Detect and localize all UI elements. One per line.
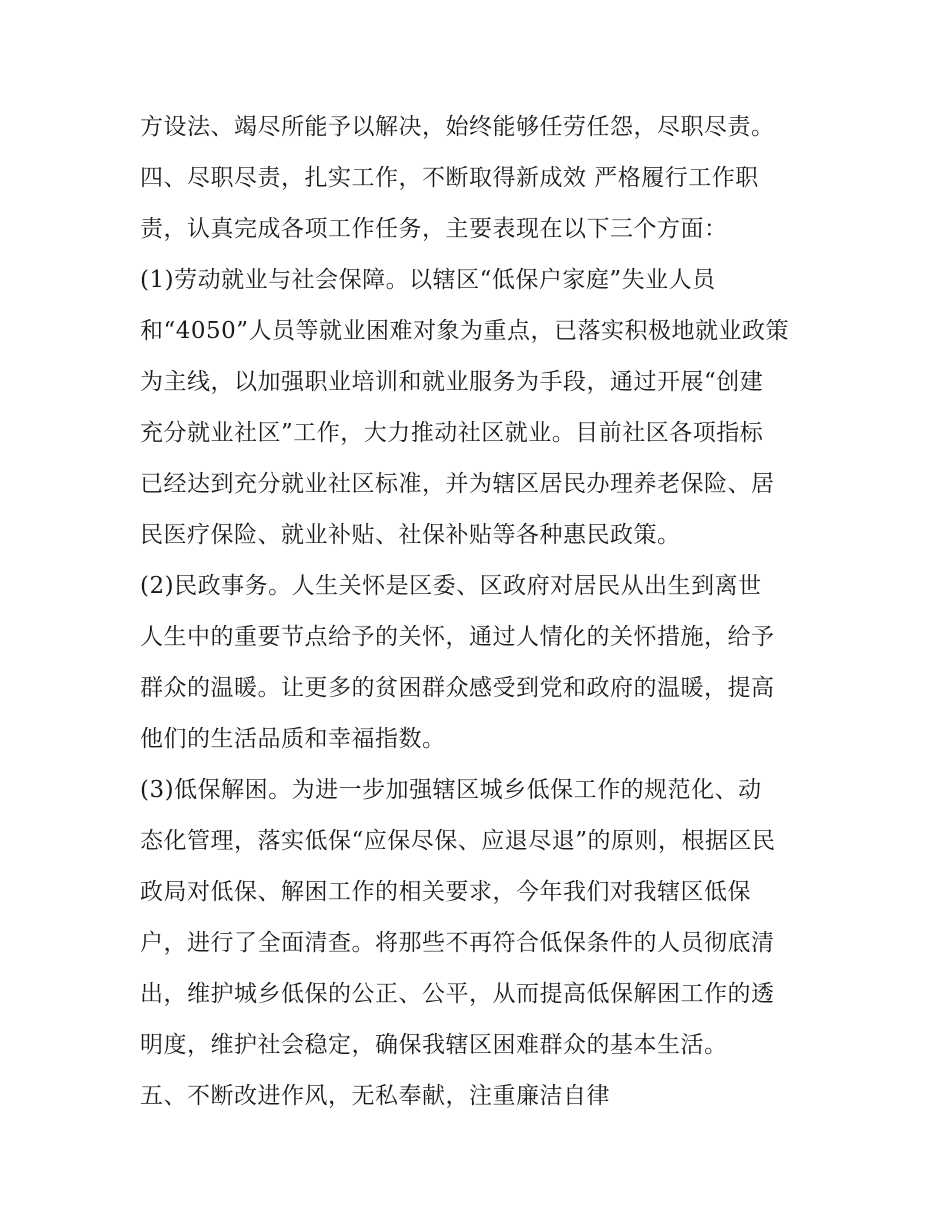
text-line: 为主线，以加强职业培训和就业服务为手段，通过开展“创建 xyxy=(140,369,764,395)
text-line: 户，进行了全面清查。将那些不再符合低保条件的人员彻底清 xyxy=(140,930,775,956)
text-line: 充分就业社区”工作，大力推动社区就业。目前社区各项指标 xyxy=(140,420,764,446)
text-line: 他们的生活品质和幸福指数。 xyxy=(140,726,446,752)
item-1-heading: (1)劳动就业与社会保障。以辖区“低保户家庭”失业人员 xyxy=(140,267,716,293)
text-line: 方设法、竭尽所能予以解决，始终能够任劳任怨，尽职尽责。 xyxy=(140,114,775,140)
text-line: 和“4050”人员等就业困难对象为重点，已落实积极地就业政策 xyxy=(140,318,790,344)
body-text xyxy=(140,102,830,1122)
text-line: 政局对低保、解困工作的相关要求，今年我们对我辖区低保 xyxy=(140,879,751,905)
text-line: 人生中的重要节点给予的关怀，通过人情化的关怀措施，给予 xyxy=(140,624,775,650)
text-line: 民医疗保险、就业补贴、社保补贴等各种惠民政策。 xyxy=(140,522,681,548)
text-line: 责，认真完成各项工作任务，主要表现在以下三个方面： xyxy=(140,216,728,242)
text-line: 出，维护城乡低保的公正、公平，从而提高低保解困工作的透 xyxy=(140,981,775,1007)
section-heading-4: 四、尽职尽责，扎实工作，不断取得新成效 严格履行工作职 xyxy=(140,165,759,191)
text-line: 明度，维护社会稳定，确保我辖区困难群众的基本生活。 xyxy=(140,1032,728,1058)
text-line: 群众的温暖。让更多的贫困群众感受到党和政府的温暖，提高 xyxy=(140,675,775,701)
item-2-heading: (2)民政事务。人生关怀是区委、区政府对居民从出生到离世 xyxy=(140,573,762,599)
section-heading-5: 五、不断改进作风，无私奉献，注重廉洁自律 xyxy=(140,1083,610,1109)
text-line: 态化管理，落实低保“应保尽保、应退尽退”的原则，根据区民 xyxy=(140,828,776,854)
text-line: 已经达到充分就业社区标准，并为辖区居民办理养老保险、居 xyxy=(140,471,775,497)
item-3-heading: (3)低保解困。为进一步加强辖区城乡低保工作的规范化、动 xyxy=(140,777,762,803)
